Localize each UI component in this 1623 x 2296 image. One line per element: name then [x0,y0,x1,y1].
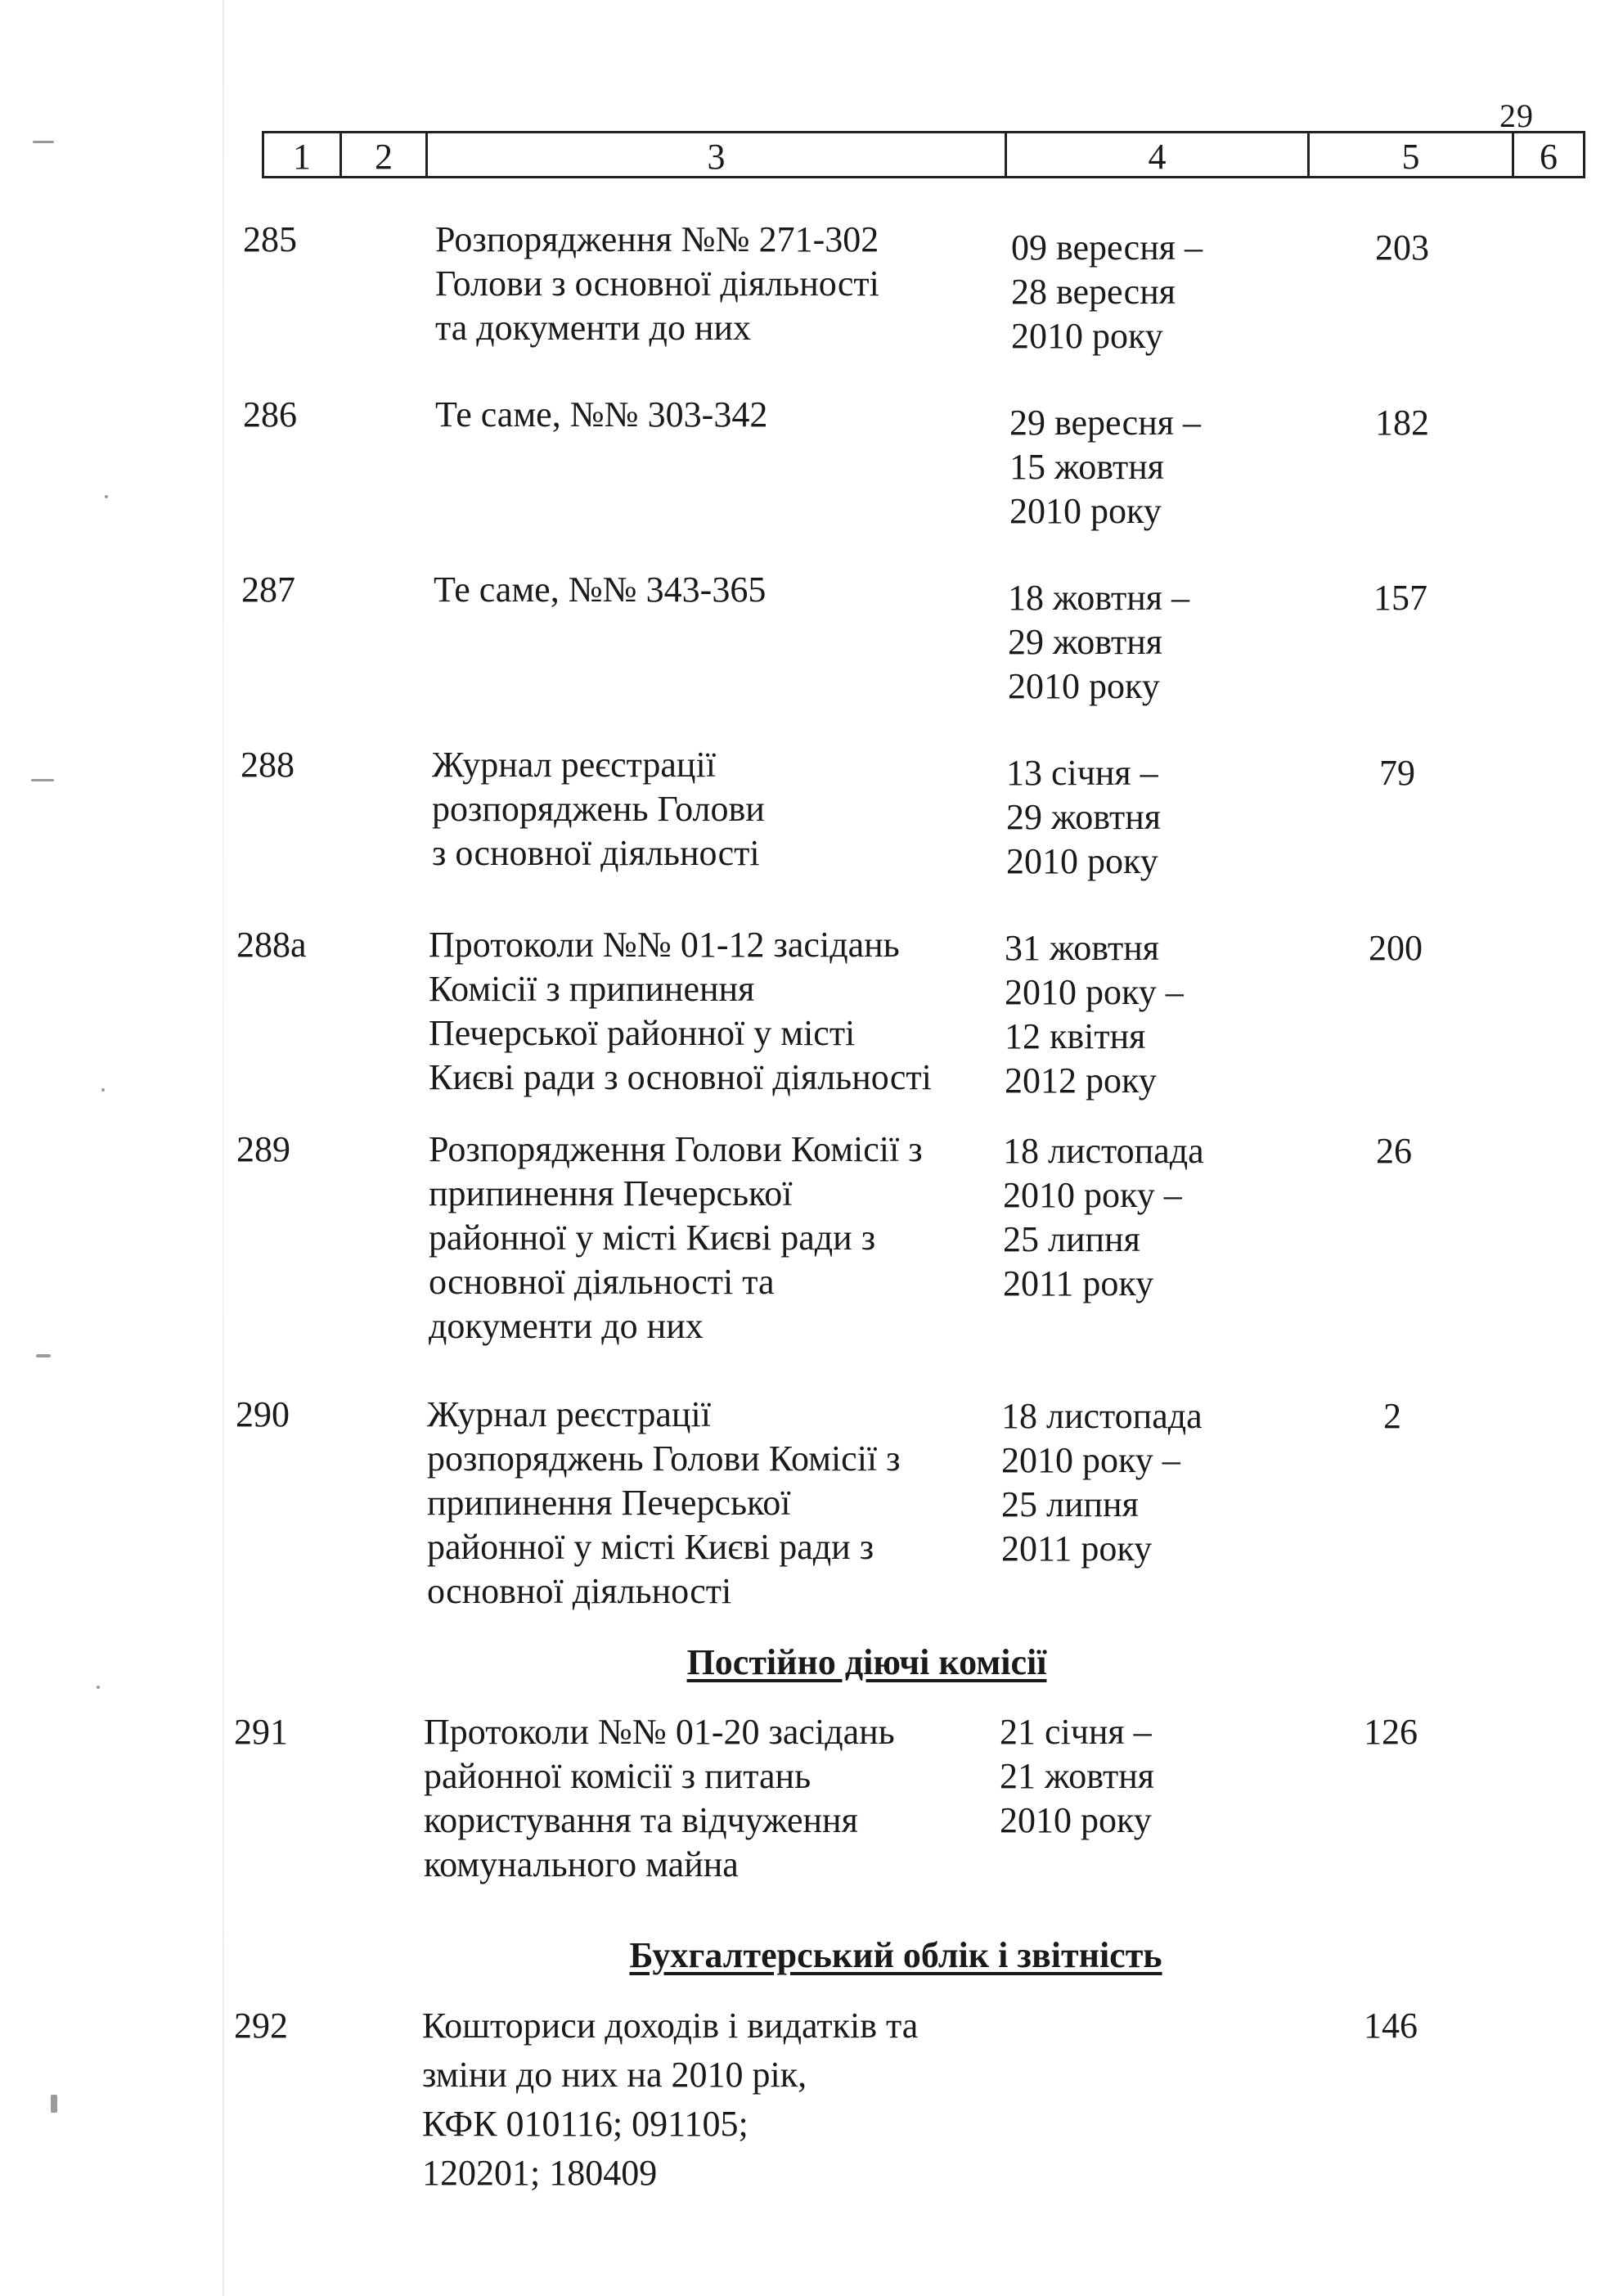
case-title: Те саме, №№ 303-342 [435,394,768,434]
scan-speck [33,141,54,143]
case-dates: 21 січня – 21 жовтня 2010 року [1000,1712,1154,1840]
case-number: 291 [234,1712,288,1752]
column-header-1: 1 [264,133,342,176]
column-header-2: 2 [342,133,428,176]
scan-speck [31,779,54,781]
case-dates: 18 листопада 2010 року – 25 липня 2011 року [1003,1131,1204,1303]
case-title: Кошториси доходів і видатків та зміни до них на 2010 рік, КФК 010116; 091105; 120201; 180409 [422,2006,919,2193]
sheet-count: 200 [1369,928,1423,968]
sheet-count: 79 [1379,753,1415,793]
case-number: 290 [236,1394,290,1434]
scan-speck [101,1088,105,1092]
case-number: 292 [234,2006,288,2046]
case-number: 288а [236,925,307,965]
case-number: 288 [241,745,294,785]
case-dates: 29 вересня – 15 жовтня 2010 року [1009,403,1201,531]
column-header-5: 5 [1310,133,1514,176]
section-heading: Постійно діючі комісії [686,1642,1047,1682]
case-dates: 18 жовтня – 29 жовтня 2010 року [1008,578,1189,706]
scan-speck [105,495,108,498]
case-title: Розпорядження Голови Комісії з припинення Печерської районної у місті Києві ради з основної діяльності та документи до них [429,1129,923,1346]
case-dates: 13 січня – 29 жовтня 2010 року [1006,753,1161,881]
case-dates: 09 вересня – 28 вересня 2010 року [1011,227,1203,356]
sheet-count: 203 [1375,227,1429,268]
sheet-count: 146 [1364,2006,1418,2046]
case-title: Те саме, №№ 343-365 [434,569,767,610]
scan-speck [36,1354,51,1357]
case-number: 289 [236,1129,290,1169]
column-header-table [262,131,1585,178]
scan-speck [51,2095,57,2113]
case-dates: 18 листопада 2010 року – 25 липня 2011 року [1001,1396,1203,1569]
column-header-4: 4 [1007,133,1310,176]
sheet-count: 157 [1373,578,1427,618]
case-title: Протоколи №№ 01-20 засідань районної комісії з питань користування та відчуження комунального майна [424,1712,895,1884]
sheet-count: 2 [1383,1396,1401,1436]
section-heading: Бухгалтерський облік і звітність [629,1935,1162,1975]
sheet-count: 26 [1376,1131,1412,1171]
case-number: 287 [241,569,295,610]
scan-speck [97,1686,100,1689]
sheet-count: 126 [1364,1712,1418,1752]
sheet-count: 182 [1375,403,1429,443]
case-title: Журнал реєстрації розпоряджень Голови Комісії з припинення Печерської районної у місті Києві ради з основної діяльності [427,1394,901,1611]
case-number: 286 [243,394,297,434]
case-title: Розпорядження №№ 271-302 Голови з основної діяльності та документи до них [435,219,879,348]
column-header-6: 6 [1540,136,1558,177]
case-title: Журнал реєстрації розпоряджень Голови з основної діяльності [432,745,765,873]
page-number: 29 [1499,97,1534,134]
case-title: Протоколи №№ 01-12 засідань Комісії з припинення Печерської районної у місті Києві ради з основної діяльності [429,925,932,1097]
case-dates: 31 жовтня 2010 року – 12 квітня 2012 року [1005,928,1184,1101]
column-header-3: 3 [428,133,1007,176]
case-number: 285 [243,219,297,259]
